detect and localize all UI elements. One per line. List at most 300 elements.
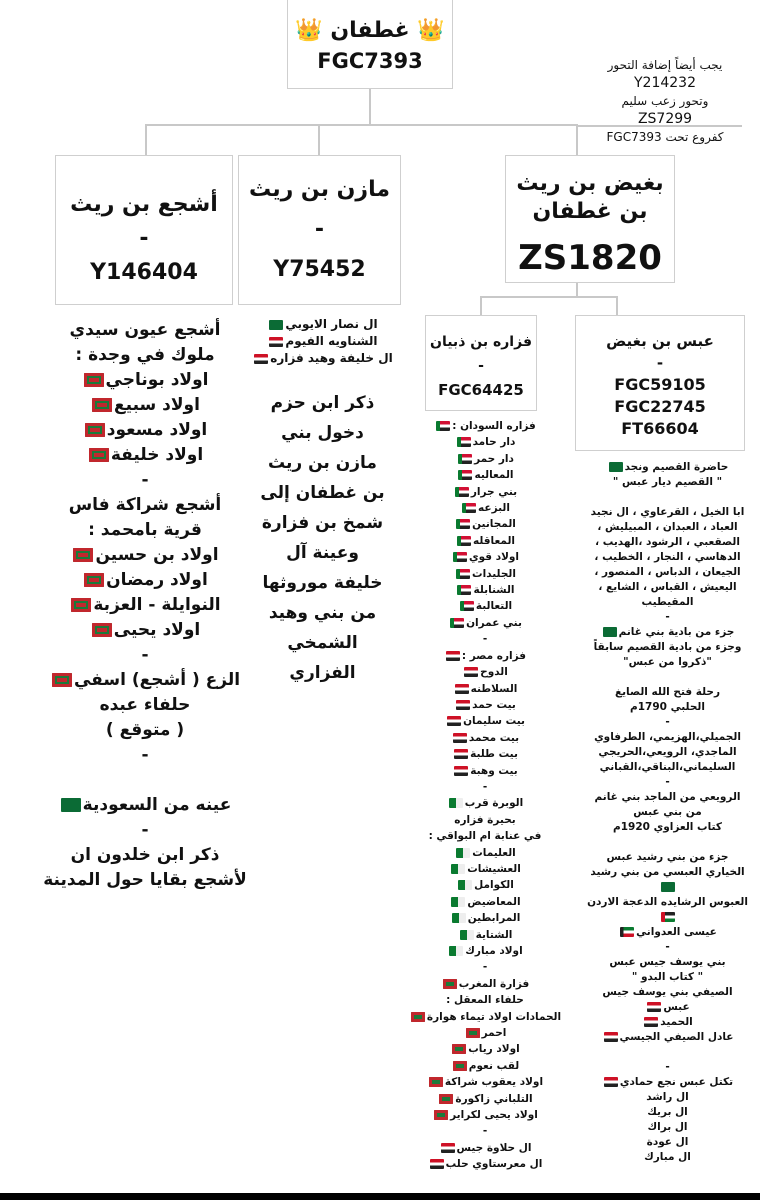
list-item	[575, 1135, 760, 1150]
list-item	[235, 598, 410, 628]
list-item	[20, 468, 270, 493]
list-item	[235, 658, 410, 688]
flag-kw-icon	[620, 927, 634, 937]
connector	[145, 124, 577, 126]
list-item-text: الشمخي	[287, 633, 358, 653]
list-item-text: اولاد رمضان	[106, 570, 208, 590]
list-item-text: اولاد يعقوب شراكة	[444, 1076, 544, 1089]
flag-sd-icon	[457, 437, 471, 447]
list-item	[400, 1156, 570, 1172]
list-item	[400, 648, 570, 664]
list-item	[20, 593, 270, 618]
flag-sd-icon	[458, 470, 472, 480]
list-item	[20, 668, 270, 693]
node-code: FT66604	[621, 419, 699, 438]
flag-eg-icon	[430, 1159, 444, 1169]
node-name: عبس بن بغيض	[606, 332, 714, 350]
list-item	[575, 745, 760, 760]
list-item-text: ذكر ابن حزم	[270, 393, 375, 413]
list-item	[20, 768, 270, 793]
note-line: كفروع تحت FGC7393	[606, 130, 724, 144]
list-item-text: الدوح	[480, 666, 508, 679]
node-mazin	[238, 155, 401, 305]
list-item	[575, 1150, 760, 1165]
list-item	[400, 976, 570, 992]
list-item-text: -	[665, 716, 670, 728]
list-item	[575, 685, 760, 700]
list-item	[400, 779, 570, 795]
list-item-text: اولاد سبيع	[114, 395, 200, 415]
list-item	[20, 368, 270, 393]
list-item	[400, 828, 570, 844]
list-item	[400, 566, 570, 582]
list-item	[575, 1060, 760, 1075]
node-code: ZS1820	[518, 238, 662, 278]
list-item	[575, 910, 760, 925]
bottom-bar	[0, 1193, 760, 1200]
list-item	[20, 543, 270, 568]
list-item	[575, 985, 760, 1000]
list-item	[575, 970, 760, 985]
list-item-text: قرية بامحمد :	[88, 520, 202, 540]
list-item-text: الصقعبي ، الرشود ،الهديب ،	[595, 536, 740, 548]
list-item	[400, 992, 570, 1008]
list-item	[400, 1041, 570, 1057]
list-item	[20, 618, 270, 643]
node-abs	[575, 315, 745, 451]
list-item-text: فزارة المغرب	[458, 977, 530, 990]
flag-sa-icon	[603, 627, 617, 637]
flag-ma-icon	[439, 1094, 453, 1104]
list-item-text: المعاليه	[474, 469, 514, 482]
list-item-text: المعاقله	[473, 534, 515, 547]
list-item	[400, 500, 570, 516]
connector	[318, 124, 320, 156]
list-item-text: جزء من بادية بني غانم	[618, 626, 735, 638]
list-item	[400, 1107, 570, 1123]
list-item	[400, 664, 570, 680]
node-dash: -	[314, 217, 325, 242]
flag-dz-icon	[449, 946, 463, 956]
list-item-text: ( متوقع )	[105, 720, 185, 740]
connector	[369, 88, 371, 125]
list-item-text: الحمادات اولاد تيماء هوارة	[426, 1010, 562, 1023]
list-item-text: العباد ، العبدان ، المبيليش ،	[597, 521, 738, 533]
flag-dz-icon	[458, 880, 472, 890]
list-item-text: حلفاء المعقل :	[446, 994, 524, 1007]
list-item	[575, 640, 760, 655]
list-item-text: السليماني،البناقي،القباني	[599, 761, 736, 773]
list-item	[575, 850, 760, 865]
fazara-list	[400, 418, 570, 1173]
flag-ma-icon	[452, 1044, 466, 1054]
list-item	[575, 730, 760, 745]
list-item	[575, 1120, 760, 1135]
node-code: FGC22745	[614, 397, 706, 416]
list-item-text: دار حامد	[472, 436, 516, 449]
list-item-text: فزاره السودان :	[452, 420, 536, 432]
list-item-text: أشجع شراكة فاس	[68, 495, 222, 515]
list-item-text: العليمات	[472, 846, 516, 859]
list-item-text: بحيرة فزاره	[454, 813, 516, 826]
list-item	[575, 715, 760, 730]
list-item	[400, 763, 570, 779]
list-item	[400, 812, 570, 828]
list-item-text: اولاد بن حسين	[95, 545, 219, 565]
list-item-text: رحلة فتح الله الصايغ	[614, 686, 721, 698]
flag-ma-icon	[434, 1110, 448, 1120]
flag-sa-icon	[269, 320, 283, 330]
list-item-text: لقب نعوم	[468, 1059, 520, 1072]
list-item	[235, 448, 410, 478]
list-item	[20, 568, 270, 593]
list-item-text: اولاد يحيى لكراير	[450, 1109, 538, 1122]
list-item	[400, 746, 570, 762]
list-item-text: اولاد يحيى	[113, 620, 201, 640]
list-item	[575, 880, 760, 895]
node-dash: -	[656, 354, 664, 372]
list-item	[400, 1058, 570, 1074]
node-baghid	[505, 155, 675, 283]
list-item-text: " القصيم ديار عبس "	[612, 476, 723, 488]
mazin-list	[235, 388, 410, 688]
list-item-text: مازن بن ريث	[268, 453, 377, 473]
flag-ma-icon	[92, 398, 112, 412]
list-item	[575, 940, 760, 955]
flag-sd-icon	[455, 487, 469, 497]
node-code: Y146404	[90, 260, 198, 285]
list-item	[20, 643, 270, 668]
list-item	[400, 1025, 570, 1041]
list-item	[575, 775, 760, 790]
list-item-text: ال راشد	[646, 1091, 689, 1103]
list-item	[400, 845, 570, 861]
flag-ma-icon	[52, 673, 72, 687]
flag-sd-icon	[450, 618, 464, 628]
flag-ma-icon	[92, 623, 112, 637]
list-item-text: ال خليفة وهيد فزاره	[270, 351, 393, 365]
list-item	[235, 628, 410, 658]
list-item	[575, 670, 760, 685]
list-item-text: شمخ بن فزارة	[261, 513, 384, 533]
list-item	[575, 505, 760, 520]
flag-sd-icon	[460, 601, 474, 611]
flag-dz-icon	[451, 864, 465, 874]
list-item-text: النوايلة - العزبة	[93, 595, 221, 615]
list-item	[400, 598, 570, 614]
list-item	[400, 730, 570, 746]
list-item	[575, 625, 760, 640]
list-item-text: وعينة آل	[286, 543, 359, 563]
list-item-text: الماجدي، الرويعي،الحريجي	[598, 746, 737, 758]
list-item	[575, 1030, 760, 1045]
list-item-text: الجميلي،الهزيمي، الطرفاوي	[594, 731, 741, 743]
list-item-text: تكتل عبس نجع حمادي	[619, 1076, 734, 1088]
flag-eg-icon	[455, 684, 469, 694]
flag-eg-icon	[644, 1017, 658, 1027]
list-item	[20, 743, 270, 768]
abs-list	[575, 460, 760, 1165]
list-item-text: -	[482, 961, 488, 974]
list-item-text: -	[141, 645, 149, 665]
list-item-text: اولاد قوي	[468, 551, 520, 564]
list-item-text: -	[482, 1125, 488, 1138]
list-item-text: الحميد	[660, 1016, 693, 1028]
list-item-text: الرويعي من الماجد بني غانم	[594, 791, 741, 803]
flag-eg-icon	[647, 1002, 661, 1012]
list-item	[400, 861, 570, 877]
list-item-text: عادل الصيفي الجيسي	[619, 1031, 734, 1043]
list-item-text: ذكر ابن خلدون ان	[70, 845, 220, 865]
list-item-text: الخياري العبسي من بني رشيد	[590, 866, 745, 878]
node-code: FGC59105	[614, 375, 706, 394]
list-item-text: الوبرة قرب	[464, 797, 524, 810]
flag-sd-icon	[457, 585, 471, 595]
list-item-text: الشنابلة	[473, 584, 515, 597]
list-item	[575, 460, 760, 475]
note-line: Y214232	[634, 75, 696, 91]
node-code: FGC64425	[438, 381, 524, 399]
list-item	[20, 393, 270, 418]
list-item-text: اولاد رياب	[468, 1043, 520, 1056]
list-item	[575, 520, 760, 535]
flag-jo-icon	[661, 912, 675, 922]
list-item	[575, 595, 760, 610]
list-item-text: الصيفي بني يوسف جيس	[602, 986, 733, 998]
list-item-text: الدهاسي ، النجار ، الخطيب ،	[594, 551, 741, 563]
node-name: أشجع بن ريث	[70, 192, 218, 217]
list-item	[20, 718, 270, 743]
list-item-text: كتاب العزاوي 1920م	[613, 821, 722, 833]
list-item-text: بيت طلبة	[470, 748, 518, 761]
list-item	[575, 580, 760, 595]
note-line: يجب أيضاً إضافة التحور	[607, 58, 723, 72]
list-item	[575, 1075, 760, 1090]
list-item	[235, 316, 410, 333]
list-item	[575, 475, 760, 490]
list-item-text: ال حلاوة جيس	[456, 1141, 532, 1154]
list-item-text: المرابطين	[467, 912, 521, 925]
list-item	[400, 1123, 570, 1139]
list-item-text: بيت سليمان	[463, 715, 525, 728]
flag-dz-icon	[460, 930, 474, 940]
list-item-text: -	[141, 745, 149, 765]
list-item	[235, 388, 410, 418]
list-item-text: -	[665, 776, 670, 788]
list-item	[235, 508, 410, 538]
list-item-text: عينه من السعودية	[82, 795, 232, 815]
list-item-text: ال عودة	[646, 1136, 689, 1148]
flag-eg-icon	[454, 749, 468, 759]
list-item	[400, 1074, 570, 1090]
list-item	[400, 681, 570, 697]
list-item-text: الزع ( أشجع) اسفي	[73, 670, 241, 690]
list-item-text: اولاد مبارك	[465, 945, 523, 957]
list-item-text: جزء من بني رشيد عبس	[606, 851, 729, 863]
list-item-text: حلفاء عبده	[99, 695, 191, 715]
list-item-text: -	[665, 941, 670, 953]
flag-sa-icon	[661, 882, 675, 892]
list-item	[400, 582, 570, 598]
list-item-text: ال نصار الايوبي	[285, 317, 378, 331]
flag-ma-icon	[85, 423, 105, 437]
node-code: Y75452	[273, 257, 366, 282]
list-item-text: لأشجع بقايا حول المدينة	[43, 870, 247, 890]
flag-ma-icon	[84, 573, 104, 587]
list-item	[20, 443, 270, 468]
list-item	[20, 343, 270, 368]
list-item-text: ال براك	[647, 1121, 688, 1133]
note-line: وتحور زعب سليم	[621, 94, 709, 108]
flag-eg-icon	[446, 651, 460, 661]
list-item-text: -	[665, 1061, 670, 1073]
list-item	[235, 568, 410, 598]
node-name: بغيض بن ريث	[516, 171, 664, 196]
list-item-text: ال بريك	[647, 1106, 688, 1118]
flag-dz-icon	[456, 848, 470, 858]
list-item	[20, 493, 270, 518]
list-item	[400, 615, 570, 631]
list-item	[235, 538, 410, 568]
list-item	[575, 1015, 760, 1030]
list-item-text: المعاضيض	[467, 895, 521, 908]
list-item	[575, 925, 760, 940]
list-item	[575, 550, 760, 565]
list-item	[575, 955, 760, 970]
list-item	[400, 795, 570, 811]
list-item	[235, 418, 410, 448]
list-item	[400, 943, 570, 959]
list-item	[575, 655, 760, 670]
list-item-text: اولاد بوناجي	[105, 370, 209, 390]
list-item-text: -	[141, 470, 149, 490]
list-item	[20, 418, 270, 443]
list-item-text: احمر	[481, 1027, 507, 1040]
list-item-text: التلباني زاكورة	[455, 1092, 533, 1105]
connector	[480, 296, 482, 316]
list-item-text: وجزء من بادية القصيم سابقاً	[593, 641, 742, 653]
list-item	[20, 818, 270, 843]
list-item-text: السلاطنه	[470, 682, 518, 695]
flag-ma-icon	[466, 1028, 480, 1038]
list-item-text: الشتاية	[475, 928, 513, 941]
list-item-text: البزعه	[478, 502, 510, 515]
flag-ma-icon	[443, 979, 457, 989]
list-item-text: ابا الخيل ، القرعاوي ، ال نجيد	[590, 506, 745, 518]
list-item	[235, 350, 410, 367]
list-item-text: دخول بني	[281, 423, 364, 443]
node-name-2: بن غطفان	[532, 199, 648, 224]
list-item-text: -	[482, 633, 488, 646]
flag-sa-icon	[609, 462, 623, 472]
list-item	[400, 467, 570, 483]
list-item	[575, 865, 760, 880]
flag-sd-icon	[436, 421, 450, 431]
list-item-text: -	[141, 820, 149, 840]
list-item-text: بيت وهبة	[470, 764, 518, 777]
list-item-text: "ذكروا من عبس"	[623, 656, 712, 668]
list-item	[20, 793, 270, 818]
flag-eg-icon	[453, 733, 467, 743]
list-item-text: بني جرار	[470, 485, 518, 498]
list-item	[400, 713, 570, 729]
flag-eg-icon	[604, 1077, 618, 1087]
list-item-text: الفزاري	[289, 663, 356, 683]
list-item	[400, 1091, 570, 1107]
flag-ma-icon	[84, 373, 104, 387]
list-item-text: الكوامل	[474, 879, 514, 892]
node-dash: -	[478, 358, 484, 374]
list-item	[235, 333, 410, 350]
list-item-text: التعالبة	[475, 600, 513, 613]
list-item	[400, 533, 570, 549]
list-item	[400, 434, 570, 450]
list-item	[575, 610, 760, 625]
list-item	[400, 697, 570, 713]
flag-sd-icon	[456, 519, 470, 529]
list-item	[400, 484, 570, 500]
flag-sa-icon	[61, 798, 81, 812]
list-item-text: فزاره مصر :	[461, 649, 527, 662]
flag-eg-icon	[604, 1032, 618, 1042]
list-item	[400, 1009, 570, 1025]
list-item	[400, 1140, 570, 1156]
list-item-text: بني يوسف جيس عبس	[609, 956, 726, 968]
list-item-text: المجانين	[472, 518, 516, 531]
list-item-text: اولاد خليفة	[110, 445, 204, 465]
list-item	[400, 418, 570, 434]
flag-eg-icon	[464, 667, 478, 677]
list-item	[575, 490, 760, 505]
list-item	[575, 790, 760, 805]
ashja-list	[20, 318, 270, 893]
flag-eg-icon	[441, 1143, 455, 1153]
list-item-text: بني عمران	[466, 616, 522, 629]
note-line: ZS7299	[637, 111, 693, 127]
list-item-text: " كتاب البدو "	[631, 971, 704, 983]
list-item	[575, 565, 760, 580]
note	[585, 56, 745, 146]
list-item	[575, 820, 760, 835]
list-item	[575, 1105, 760, 1120]
list-item-text: الحلبي 1790م	[630, 701, 705, 713]
flag-ma-icon	[73, 548, 93, 562]
flag-sd-icon	[458, 454, 472, 464]
list-item-text: الجيعان ، الدباس ، المنصور ،	[594, 566, 741, 578]
node-name: فزاره بن ذبيان	[430, 334, 532, 350]
list-item-text: ال مبارك	[644, 1151, 691, 1163]
flag-eg-icon	[447, 716, 461, 726]
flag-eg-icon	[254, 354, 268, 364]
list-item	[575, 805, 760, 820]
list-item-text: حاضرة القصيم ونجد	[624, 461, 729, 473]
flag-sd-icon	[456, 569, 470, 579]
list-item	[235, 478, 410, 508]
root-node-ghatafan	[287, 0, 453, 89]
list-item	[400, 631, 570, 647]
list-item-text: أشجع عيون سيدي	[69, 320, 221, 340]
list-item	[20, 318, 270, 343]
node-name: مازن بن ريث	[249, 177, 390, 202]
connector	[616, 296, 618, 316]
list-item-text: اولاد مسعود	[106, 420, 208, 440]
list-item-text: عبس	[663, 1001, 690, 1013]
list-item-text: ملوك في وجدة :	[75, 345, 215, 365]
connector	[145, 124, 147, 156]
root-code: FGC7393	[317, 49, 423, 73]
list-item	[400, 877, 570, 893]
list-item-text: خليفة موروثها	[262, 573, 383, 593]
